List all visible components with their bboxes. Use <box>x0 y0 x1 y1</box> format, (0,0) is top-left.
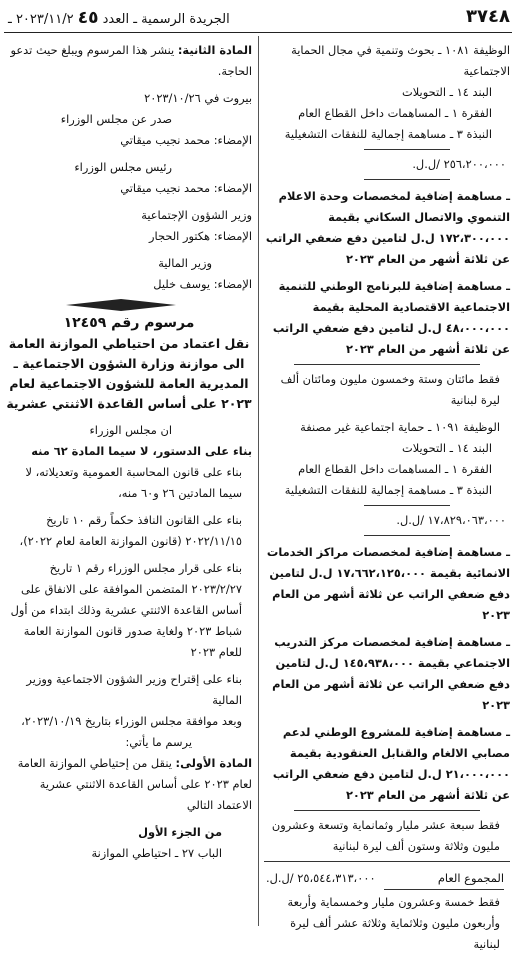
decree-number: مرسوم رقم ١٢٤٥٩ <box>63 315 195 331</box>
section-line: النبذة ٣ ـ مساهمة إجمالية للنفقات التشغيلية <box>284 127 492 141</box>
amount: ١٧،٨٢٩،٠٦٣،٠٠٠ /ل.ل. <box>396 513 506 527</box>
preamble-line: بناء على الدستور، لا سيما المادة ٦٢ منه <box>31 444 252 458</box>
divider <box>364 535 450 536</box>
divider <box>264 861 510 862</box>
signature-line: الإمضاء: هكتور الحجار <box>149 229 252 243</box>
paragraph-line: الفقرة ١ ـ المساهمات داخل القطاع العام <box>298 462 492 476</box>
amount-in-words: فقط سبعة عشر مليار وثمانماية وتسعة وعشرون مليون وثلاثة وستون ألف ليرة لبنانية <box>271 818 500 853</box>
preamble-line: بناء على القانون النافذ حكماً رقم ١٠ تاريخ ٢٠٢٢/١١/١٥ (قانون الموازنة العامة لعام ٢٠٢٢)، <box>19 513 242 548</box>
grand-total <box>264 868 510 889</box>
paragraph-line: الفقرة ١ ـ المساهمات داخل القطاع العام <box>298 106 492 120</box>
right-column <box>264 40 510 955</box>
preamble-line: وبعد موافقة مجلس الوزراء بتاريخ ٢٠٢٣/١٠/١٩، <box>21 714 242 728</box>
article-two <box>6 40 252 82</box>
divider <box>364 505 450 506</box>
function-line: الوظيفة ١٠٨١ ـ بحوث وتنمية في مجال الحماية الاجتماعية <box>291 43 510 78</box>
header-rule <box>4 32 512 33</box>
signature-line: وزير الشؤون الإجتماعية <box>141 208 252 222</box>
gazette-title <box>8 8 230 28</box>
ornament-divider <box>6 299 252 311</box>
decree-title: نقل اعتماد من احتياطي الموازنة العامة الى موازنة وزارة الشؤون الاجتماعية ـ المديرية العامة للشؤون الاجتماعية لعام ٢٠٢٣ على أساس القاعدة الاثنتي عشرية <box>6 336 252 411</box>
preamble-line: بناء على إقتراح وزير الشؤون الاجتماعية ووزير المالية <box>26 672 242 707</box>
signature-line: الإمضاء: محمد نجيب ميقاتي <box>120 181 252 195</box>
section-line: النبذة ٣ ـ مساهمة إجمالية للنفقات التشغيلية <box>284 483 492 497</box>
divider <box>364 149 450 150</box>
total-amount: ٢٥،٥٤٤،٣١٣،٠٠٠ /ل.ل. <box>266 871 376 885</box>
contribution-paragraph: ـ مساهمة إضافية لمخصصات مركز التدريب الاجتماعي بقيمة ١٤٥،٩٣٨،٠٠٠ ل.ل لتامين دفع ضعفي الراتب عن ثلاثة أشهر من العام ٢٠٢٣ <box>272 635 510 712</box>
item-line: البند ١٤ ـ التحويلات <box>402 441 492 455</box>
place-date: بيروت في ٢٠٢٣/١٠/٢٦ <box>144 91 252 105</box>
preamble-line: بناء على قانون المحاسبة العمومية وتعديلاته، لا سيما المادتين ٢٦ و٦٠ منه، <box>25 465 242 500</box>
issue-number: ٤٥ <box>77 8 99 28</box>
issue-date: ٢٠٢٣/١١/٢ ـ <box>8 12 74 27</box>
page-header <box>0 0 516 34</box>
amount-in-words: فقط مائتان وستة وخمسون مليون ومائتان ألف ليرة لبنانية <box>280 372 500 407</box>
column-divider <box>258 36 259 926</box>
part-heading: من الجزء الأول <box>138 825 222 839</box>
contribution-paragraph: ـ مساهمة إضافية لمخصصات وحدة الاعلام التنموي والاتصال السكاني بقيمة ١٧٢،٣٠٠،٠٠٠ ل.ل لتامين دفع ضعفي الراتب عن ثلاثة أشهر من العام ٢٠٢٣ <box>265 189 510 266</box>
signature-line: وزير المالية <box>158 256 212 270</box>
contribution-paragraph: ـ مساهمة إضافية لمخصصات مراكز الخدمات الانمائية بقيمة ١٧،٦٦٢،١٢٥،٠٠٠ ل.ل لتامين دفع ضعفي الراتب عن ثلاثة أشهر من العام ٢٠٢٣ <box>266 545 510 622</box>
contribution-paragraph: ـ مساهمة إضافية للمشروع الوطني لدعم مصابي الالغام والقنابل العنقودية بقيمة ٢١،٠٠٠،٠٠٠ ل.ل لتامين دفع ضعفي الراتب عن ثلاثة أشهر من العام ٢٠٢٣ <box>272 725 510 802</box>
total-underline <box>384 889 504 890</box>
article-label: المادة الأولى: <box>175 756 252 770</box>
signature-line: رئيس مجلس الوزراء <box>74 160 172 174</box>
gazette-name: الجريدة الرسمية ـ العدد <box>102 12 230 27</box>
council-line: ان مجلس الوزراء <box>89 423 172 437</box>
decree-intro: يرسم ما يأتي: <box>125 735 192 749</box>
article-text: ينقل من إحتياطي الموازنة العامة لعام ٢٠٢٣ على أساس القاعدة الاثنتي عشرية الاعتماد التالي <box>17 756 252 812</box>
article-one <box>6 753 252 816</box>
signature-line: صدر عن مجلس الوزراء <box>60 112 172 126</box>
contribution-paragraph: ـ مساهمة إضافية للبرنامج الوطني للتنمية الاجتماعية الاقتصادية المحلية بقيمة ٤٨،٠٠٠،٠٠٠ ل.ل لتامين دفع ضعفي الراتب عن ثلاثة أشهر من العام ٢٠٢٣ <box>272 279 510 356</box>
article-label: المادة الثانية: <box>177 43 252 57</box>
divider <box>364 179 450 180</box>
signature-line: الإمضاء: محمد نجيب ميقاتي <box>120 133 252 147</box>
function-line: الوظيفة ١٠٩١ ـ حماية اجتماعية غير مصنفة <box>300 420 500 434</box>
divider <box>294 810 480 811</box>
amount: ٢٥٦،٢٠٠،٠٠٠ /ل.ل. <box>412 157 506 171</box>
divider <box>294 364 480 365</box>
total-label: المجموع العام <box>437 871 504 885</box>
preamble-line: بناء على قرار مجلس الوزراء رقم ١ تاريخ ٢٠٢٣/٢/٢٧ المتضمن الموافقة على الانفاق على أساس القاعدة الاثنتي عشرية وذلك ابتداء من أول شباط ٢٠٢٣ ولغاية صدور قانون الموازنة العامة للعام ٢٠٢٣ <box>10 561 242 659</box>
signature-line: الإمضاء: يوسف خليل <box>153 277 252 291</box>
amount-in-words: فقط خمسة وعشرون مليار وخمسماية وأربعة وأربعون مليون وثلاثماية وثلاثة عشر ألف ليرة لبنانية <box>287 895 500 951</box>
chapter-line: الباب ٢٧ ـ احتياطي الموازنة <box>91 846 222 860</box>
article-text: ينشر هذا المرسوم ويبلغ حيث تدعو الحاجة. <box>10 43 252 78</box>
page-number: ٣٧٤٨ <box>466 6 510 27</box>
item-line: البند ١٤ ـ التحويلات <box>402 85 492 99</box>
left-column <box>6 40 252 864</box>
